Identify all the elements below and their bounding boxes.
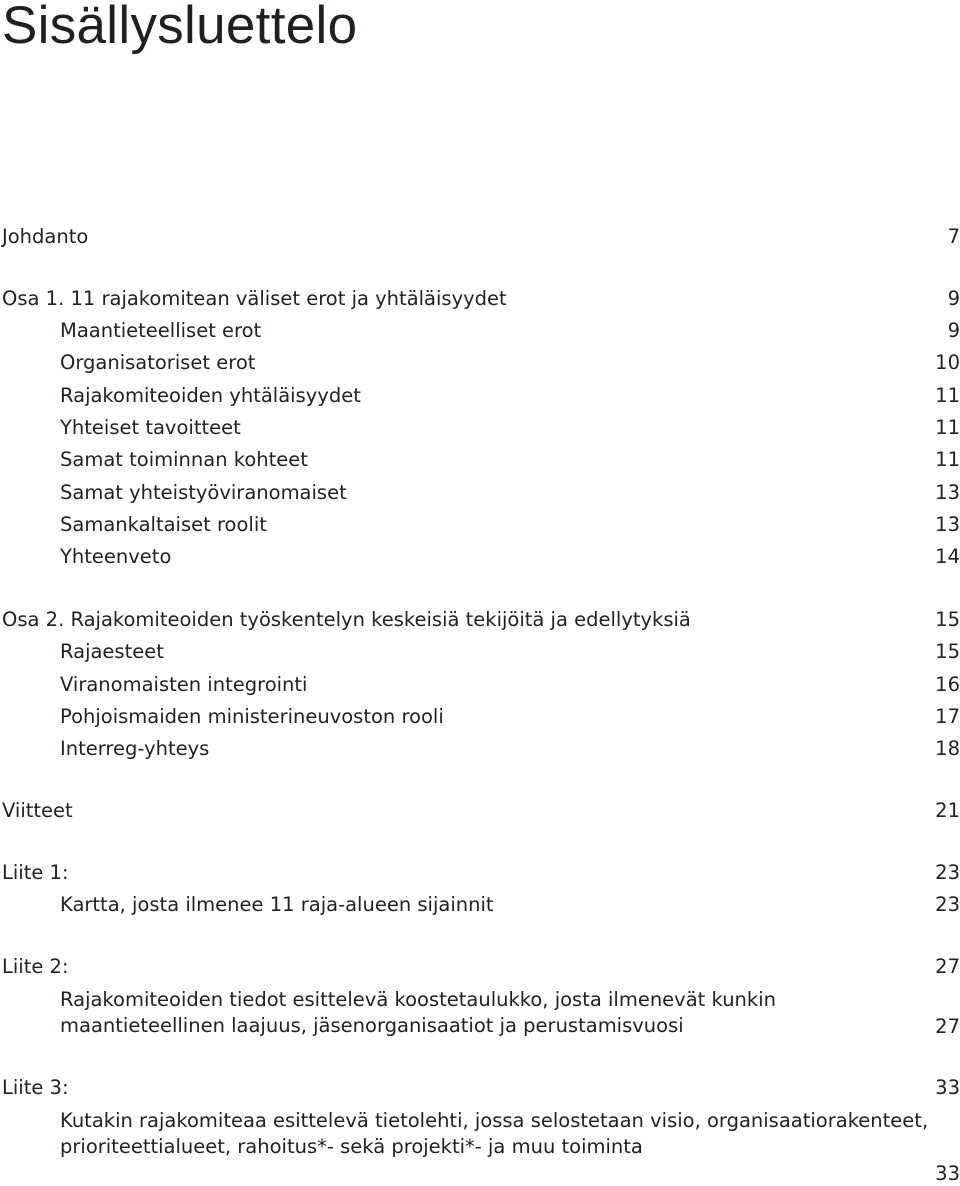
toc-entry-viitteet bbox=[0, 799, 960, 823]
toc-label: Samat toiminnan kohteet bbox=[60, 448, 308, 471]
toc-label: Organisatoriset erot bbox=[60, 351, 256, 374]
toc-label: Yhteiset tavoitteet bbox=[60, 416, 241, 439]
toc-page-number: 27 bbox=[935, 1015, 960, 1038]
toc-subentry bbox=[0, 737, 960, 761]
toc-subentry bbox=[0, 893, 960, 917]
toc-label: Viranomaisten integrointi bbox=[60, 673, 308, 696]
toc-label: Liite 2: bbox=[2, 955, 69, 978]
toc-page-number: 7 bbox=[947, 225, 960, 248]
toc-subentry bbox=[0, 640, 960, 664]
toc-page-number: 11 bbox=[935, 448, 960, 471]
toc-entry-osa2 bbox=[0, 608, 960, 632]
toc-page-number: 10 bbox=[935, 351, 960, 374]
toc-label: Rajakomiteoiden yhtäläisyydet bbox=[60, 384, 361, 407]
toc-label: Samat yhteistyöviranomaiset bbox=[60, 481, 347, 504]
toc-subentry bbox=[0, 481, 960, 505]
toc-subentry bbox=[0, 319, 960, 343]
toc-subentry bbox=[0, 513, 960, 537]
toc-subentry bbox=[0, 673, 960, 697]
toc-label: Rajakomiteoiden tiedot esittelevä koostetaulukko, josta ilmenevät kunkin maantieteellinen laajuus, jäsenorganisaatiot ja perustamisvuosi bbox=[60, 988, 776, 1037]
toc-subentry bbox=[0, 448, 960, 472]
toc-page-number: 9 bbox=[947, 319, 960, 342]
toc-subentry bbox=[0, 987, 960, 1039]
toc-subentry bbox=[0, 705, 960, 729]
toc-label: Samankaltaiset roolit bbox=[60, 513, 267, 536]
toc-page-number: 21 bbox=[935, 799, 960, 822]
toc-label: Liite 3: bbox=[2, 1076, 69, 1099]
toc-subentry bbox=[0, 351, 960, 375]
toc-entry-liite1 bbox=[0, 861, 960, 885]
toc-page-number: 33 bbox=[935, 1076, 960, 1099]
toc-label: Pohjoismaiden ministerineuvoston rooli bbox=[60, 705, 444, 728]
toc-subentry bbox=[0, 384, 960, 408]
toc-label: Osa 1. 11 rajakomitean väliset erot ja yhtäläisyydet bbox=[2, 287, 507, 310]
toc-subentry bbox=[0, 1108, 960, 1186]
toc-page-number: 15 bbox=[935, 608, 960, 631]
toc-entry-osa1 bbox=[0, 287, 960, 311]
toc-label: Interreg-yhteys bbox=[60, 737, 210, 760]
toc-page-number: 13 bbox=[935, 481, 960, 504]
toc-entry-johdanto bbox=[0, 225, 960, 249]
toc-label: Maantieteelliset erot bbox=[60, 319, 262, 342]
toc-page-number: 14 bbox=[935, 545, 960, 568]
toc-label: Johdanto bbox=[2, 225, 89, 248]
toc-page-number: 9 bbox=[947, 287, 960, 310]
toc-page-number: 11 bbox=[935, 416, 960, 439]
toc-label: Osa 2. Rajakomiteoiden työskentelyn keskeisiä tekijöitä ja edellytyksiä bbox=[2, 608, 691, 631]
toc-label: Yhteenveto bbox=[60, 545, 172, 568]
toc-label: Viitteet bbox=[2, 799, 73, 822]
toc-page-number: 27 bbox=[935, 955, 960, 978]
toc-entry-liite3 bbox=[0, 1076, 960, 1100]
toc-page-number: 33 bbox=[935, 1162, 960, 1185]
toc-page-number: 16 bbox=[935, 673, 960, 696]
toc-page-number: 17 bbox=[935, 705, 960, 728]
toc-label: Kutakin rajakomiteaa esittelevä tietolehti, jossa selostetaan visio, organisaatiorakenteet, prioriteettialueet, rahoitus*- sekä projekti*- ja muu toiminta bbox=[60, 1109, 929, 1158]
toc-page-number: 18 bbox=[935, 737, 960, 760]
toc-page-number: 15 bbox=[935, 640, 960, 663]
toc-label: Liite 1: bbox=[2, 861, 69, 884]
toc-subentry bbox=[0, 545, 960, 569]
toc-subentry bbox=[0, 416, 960, 440]
toc-page-number: 13 bbox=[935, 513, 960, 536]
toc-entry-liite2 bbox=[0, 955, 960, 979]
page-title: Sisällysluettelo bbox=[2, 0, 358, 55]
toc-page-number: 11 bbox=[935, 384, 960, 407]
toc-label: Kartta, josta ilmenee 11 raja-alueen sijainnit bbox=[60, 893, 494, 916]
toc-page-number: 23 bbox=[935, 893, 960, 916]
toc-page-number: 23 bbox=[935, 861, 960, 884]
toc-label: Rajaesteet bbox=[60, 640, 164, 663]
